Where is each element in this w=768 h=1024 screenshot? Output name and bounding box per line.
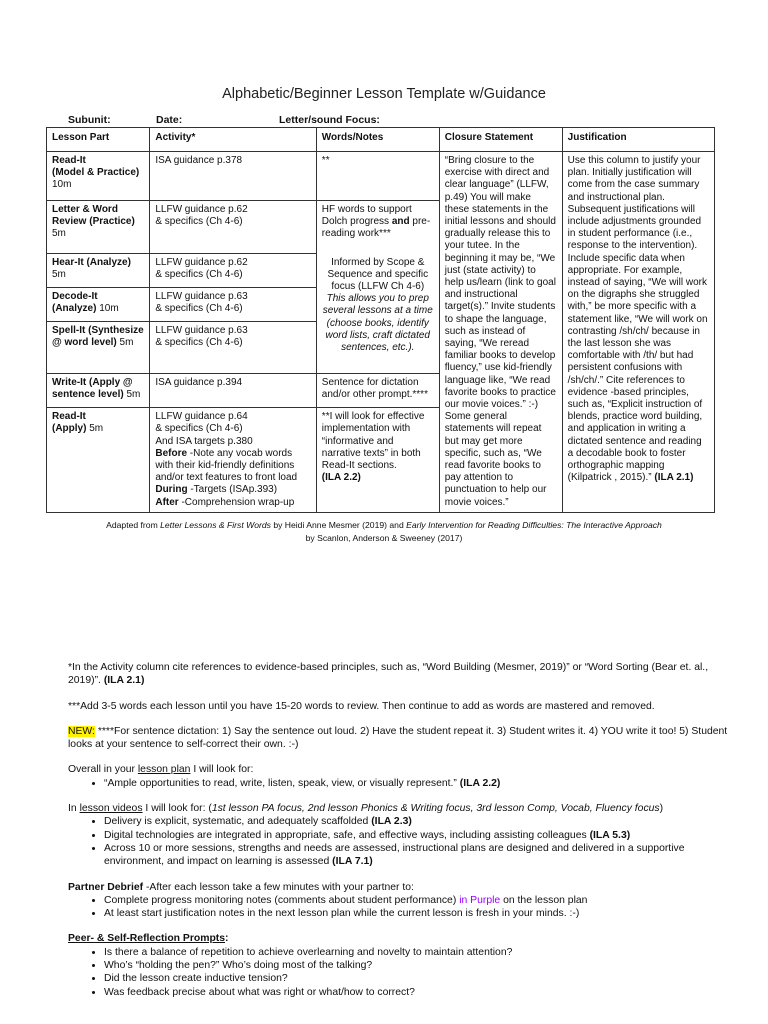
lesson-videos-link[interactable]: lesson videos bbox=[79, 803, 143, 815]
closure-cell: “Bring closure to the exercise with direct and clear language” (LLFW, p.49) You will make these statements in the initial lessons and should gradually release this to your tutee. In the beginning it may be, “We just (state activity) to help us/learn (link to goal and instructional target(s).” Invite students to shape the language, such as instead of saying, “We reread familiar books to develop fluency,” use kid-friendly language like, “We read favorite books to practice our movie voices.” :-) Some general statements will repeat but may get more specific, such as, “We read favorite books to pay attention to punctuation to help our movie voices.” bbox=[439, 152, 562, 513]
list-item: • “Ample opportunities to read, write, listen, speak, view, or visually represent.” (ILA 2.2) bbox=[104, 777, 728, 790]
activity-cell: LLFW guidance p.63 & specifics (Ch 4-6) bbox=[150, 322, 316, 374]
guidance-notes bbox=[68, 661, 728, 1011]
lesson-table bbox=[46, 127, 715, 513]
justification-cell: Use this column to justify your plan. Initially justification will come from the case summary and instructional plan. Subsequent justifications will include adjustments grounded in student performance (i.e., response to the intervention). Include specific data when appropriate. For example, instead of saying, “We will work on the digraphs she struggled with,” be more specific with a statement like, “We will work on contrasting /sh/ch/ because in the last lesson she was comfortable with /th/ but had persistent confusions with /sh/ch/.” Cite references to evidence -based principles, such as, “Explicit instruction of blends, practice word building, and application in writing a dictated sentence and reading a decodable book to foster orthographic mapping (Kilpatrick , 2015).” (ILA 2.1) bbox=[562, 152, 714, 513]
lesson-plan-section: Overall in your lesson plan I will look for: bbox=[68, 764, 254, 776]
header-lesson-part: Lesson Part bbox=[47, 128, 150, 152]
activity-cell: LLFW guidance p.62 & specifics (Ch 4-6) bbox=[150, 201, 316, 254]
subunit-label: Subunit: bbox=[68, 114, 111, 126]
words-footnote: ***Add 3-5 words each lesson until you have 15-20 words to review. Then continue to add as words are mastered and removed. bbox=[68, 700, 655, 712]
list-item: • Did the lesson create inductive tension? bbox=[104, 972, 728, 985]
list-item: • Complete progress monitoring notes (comments about student performance) in Purple on the lesson plan bbox=[104, 894, 728, 907]
lesson-plan-link[interactable]: lesson plan bbox=[137, 764, 191, 776]
table-row bbox=[47, 152, 715, 201]
list-item: • Digital technologies are integrated in appropriate, safe, and effective ways, including assisting colleagues (ILA 5.3) bbox=[104, 829, 728, 842]
reflection-section: Peer- & Self-Reflection Prompts: bbox=[68, 933, 229, 945]
header-activity: Activity* bbox=[150, 128, 316, 152]
date-label: Date: bbox=[156, 114, 183, 126]
header-closure: Closure Statement bbox=[439, 128, 562, 152]
lesson-part-cell: Write-It (Apply @ sentence level) 5m bbox=[47, 374, 150, 408]
words-cell: Sentence for dictation and/or other prompt.**** bbox=[316, 374, 439, 408]
header-words-notes: Words/Notes bbox=[316, 128, 439, 152]
lesson-videos-list bbox=[68, 815, 728, 868]
activity-cell: LLFW guidance p.63 & specifics (Ch 4-6) bbox=[150, 288, 316, 322]
lesson-part-cell: Spell-It (Synthesize @ word level) 5m bbox=[47, 322, 150, 374]
list-item: • Was feedback precise about what was right or what/how to correct? bbox=[104, 986, 728, 999]
list-item: • Is there a balance of repetition to achieve overlearning and novelty to maintain attention? bbox=[104, 946, 728, 959]
activity-cell: LLFW guidance p.64 & specifics (Ch 4-6) And ISA targets p.380 Before -Note any vocab words with their kid-friendly definitions and/or text features to front load During -Targets (ISAp.393) After -Comprehension wrap-up bbox=[150, 408, 316, 513]
activity-cell: ISA guidance p.378 bbox=[150, 152, 316, 201]
words-cell: ** bbox=[316, 152, 439, 201]
page-title: Alphabetic/Beginner Lesson Template w/Guidance bbox=[222, 86, 546, 102]
lesson-part-cell: Read-It (Apply) 5m bbox=[47, 408, 150, 513]
words-cell: **I will look for effective implementation with “informative and narrative texts” in both Read-It sections. (ILA 2.2) bbox=[316, 408, 439, 513]
list-item: • Who’s “holding the pen?” Who’s doing most of the talking? bbox=[104, 959, 728, 972]
activity-footnote: *In the Activity column cite references to evidence-based principles, such as, “Word Building (Mesmer, 2019)” or “Word Sorting (Bear et. al., 2019)”. (ILA 2.1) bbox=[68, 662, 709, 687]
list-item: • Across 10 or more sessions, strengths and needs are assessed, instructional plans are designed and delivered in a supportive environment, and impact on learning is assessed (ILA 7.1) bbox=[104, 842, 728, 869]
lesson-part-cell: Read-It (Model & Practice) 10m bbox=[47, 152, 150, 201]
activity-cell: ISA guidance p.394 bbox=[150, 374, 316, 408]
lesson-part-cell: Hear-It (Analyze) 5m bbox=[47, 254, 150, 288]
table-header-row bbox=[47, 128, 715, 152]
partner-debrief-section: Partner Debrief -After each lesson take a few minutes with your partner to: bbox=[68, 881, 414, 893]
lesson-part-cell: Letter & Word Review (Practice) 5m bbox=[47, 201, 150, 254]
lesson-plan-list bbox=[68, 777, 728, 790]
lesson-videos-section: In lesson videos I will look for: (1st lesson PA focus, 2nd lesson Phonics & Writing focus, 3rd lesson Comp, Vocab, Fluency focus) bbox=[68, 803, 664, 815]
header-justification: Justification bbox=[562, 128, 714, 152]
partner-debrief-list bbox=[68, 894, 728, 921]
reflection-list bbox=[68, 946, 728, 999]
words-cell: HF words to support Dolch progress and pre-reading work*** Informed by Scope & Sequence and specific focus (LLFW Ch 4-6) This allows you to prep several lessons at a time (choose books, identify word lists, craft dictated sentences, etc.). bbox=[316, 201, 439, 374]
dictation-footnote: NEW: ****For sentence dictation: 1) Say the sentence out loud. 2) Have the student repeat it. 3) Student writes it. 4) YOU write it too! 5) Student looks at your sentence to self-correct their own. :-) bbox=[68, 725, 728, 751]
list-item: • Delivery is explicit, systematic, and adequately scaffolded (ILA 2.3) bbox=[104, 815, 728, 828]
list-item: • At least start justification notes in the next lesson plan while the current lesson is fresh in your minds. :-) bbox=[104, 907, 728, 920]
lesson-part-cell: Decode-It (Analyze) 10m bbox=[47, 288, 150, 322]
scope-note: Informed by Scope & Sequence and specific focus (LLFW Ch 4-6) This allows you to prep several lessons at a time (choose books, identify word lists, craft dictated sentences, etc.). bbox=[322, 256, 433, 354]
activity-cell: LLFW guidance p.62 & specifics (Ch 4-6) bbox=[150, 254, 316, 288]
focus-label: Letter/sound Focus: bbox=[279, 114, 380, 126]
adapted-credit: Adapted from Letter Lessons & First Words by Heidi Anne Mesmer (2019) and Early Intervention for Reading Difficulties: The Interactive Approach by Scanlon, Anderson & Sweeney (2017) bbox=[106, 520, 662, 543]
